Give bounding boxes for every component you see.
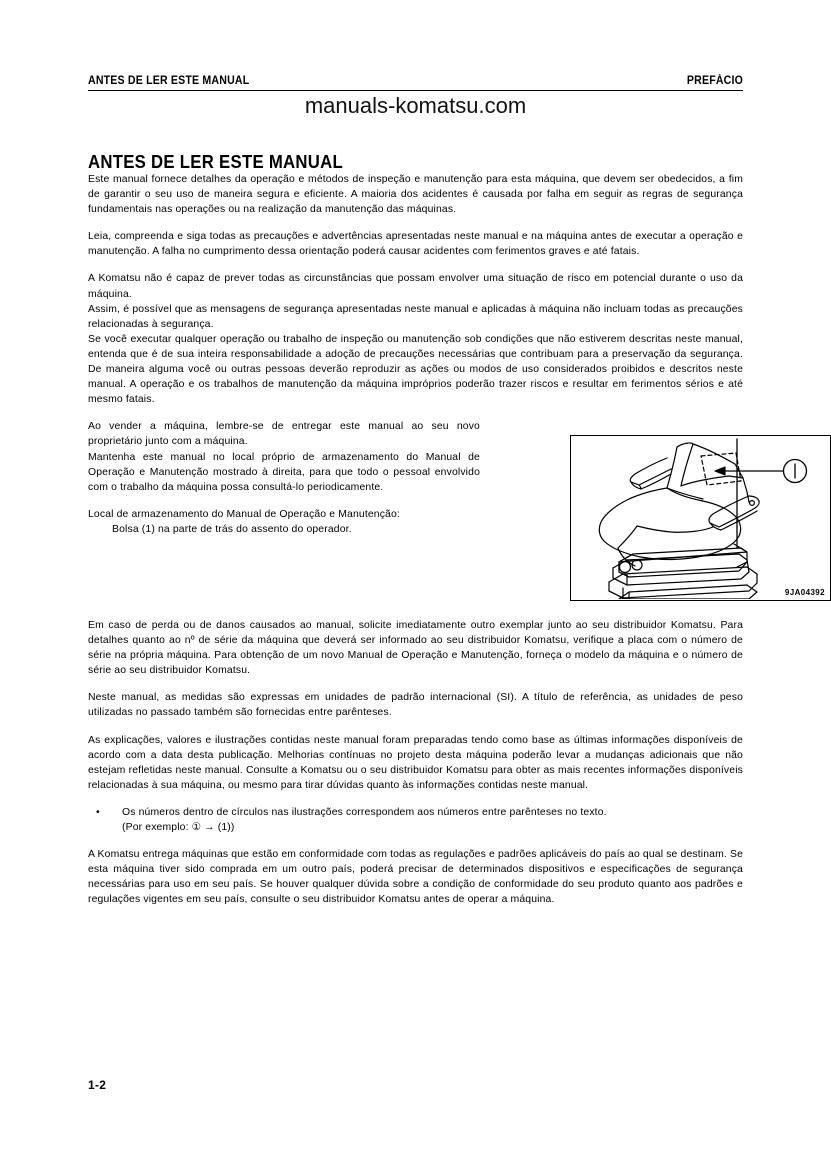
running-header-right: PREFÁCIO bbox=[686, 75, 743, 87]
running-header bbox=[88, 75, 743, 91]
paragraph-8: As explicações, valores e ilustrações contidas neste manual foram preparadas tendo como base as últimas informações disponíveis de acordo com a data desta publicação. Melhorias contínuas no projeto desta máquina poderão levar a mudanças adicionais que não estejam refletidas neste manual. Consulte a Komatsu ou o seu distribuidor Komatsu para obter as mais recentes informações disponíveis relacionadas à sua máquina, ou mesmo para tirar dúvidas quanto às informações contidas neste manual. bbox=[88, 734, 743, 791]
page-content bbox=[88, 0, 825, 1160]
storage-location-item bbox=[88, 522, 480, 537]
seat-illustration-figure bbox=[570, 435, 831, 601]
paragraph-4a: Ao vender a máquina, lembre-se de entregar este manual ao seu novo proprietário junto com a máquina. bbox=[88, 421, 480, 448]
bullet-item-text bbox=[122, 805, 743, 835]
paragraph-4b: Mantenha este manual no local próprio de armazenamento do Manual de Operação e Manutenção mostrado à direita, para que todo o pessoal envolvido com o trabalho da máquina possa consultá-lo periodicamente. bbox=[88, 451, 480, 493]
running-header-left: ANTES DE LER ESTE MANUAL bbox=[88, 75, 250, 87]
figure-id-label: 9JA04392 bbox=[784, 588, 825, 597]
paragraph-9: A Komatsu entrega máquinas que estão em conformidade com todas as regulações e padrões aplicáveis do país ao qual se destinam. Se esta máquina tiver sido comprada em um outro país, poderá precisar de determinados dispositivos e especificações de segurança necessárias para uso em seu país. Se houver qualquer dúvida sobre a condição de conformidade do seu produto quanto aos padrões e regulações vigentes em seu país, consulte o seu distribuidor Komatsu antes de operar a máquina. bbox=[88, 849, 743, 906]
paragraph-3b: Assim, é possível que as mensagens de segurança apresentadas neste manual e aplicadas à máquina não incluam todas as precauções relacionadas à segurança. bbox=[88, 303, 743, 330]
operator-seat-drawing bbox=[571, 436, 829, 599]
paragraph-6: Em caso de perda ou de danos causados ao manual, solicite imediatamente outro exemplar junto ao seu distribuidor Komatsu. Para detalhes quanto ao nº de série da máquina que deverá ser informado ao seu distribuidor Komatsu, verifique a placa com o número de série na própria máquina. Para obtenção de um novo Manual de Operação e Manutenção, forneça o modelo da máquina e o número de série ao seu distribuidor Komatsu. bbox=[88, 620, 743, 677]
paragraph-2: Leia, compreenda e siga todas as precauções e advertências apresentadas neste manual e na máquina antes de executar a operação e manutenção. A falha no cumprimento dessa orientação poderá causar acidentes com ferimentos graves e até fatais. bbox=[88, 231, 743, 258]
bullet-line-1: Os números dentro de círculos nas ilustrações correspondem aos números entre parênteses no texto. bbox=[122, 806, 607, 818]
paragraph-3a: A Komatsu não é capaz de prever todas as circunstâncias que possam envolver uma situação de risco em potencial durante o uso da máquina. bbox=[88, 273, 743, 300]
storage-location-label: Local de armazenamento do Manual de Operação e Manutenção: bbox=[88, 508, 400, 520]
section-title: ANTES DE LER ESTE MANUAL bbox=[88, 152, 344, 173]
bullet-marker-icon: • bbox=[96, 806, 100, 818]
bullet-item bbox=[88, 805, 743, 835]
watermark-text: manuals-komatsu.com bbox=[304, 93, 527, 118]
body-text-lower bbox=[88, 618, 743, 908]
bullet-line-2: (Por exemplo: ① → (1)) bbox=[122, 822, 235, 834]
page-number: 1-2 bbox=[88, 1078, 107, 1092]
storage-location-item-text: Bolsa (1) na parte de trás do assento do operador. bbox=[112, 523, 352, 535]
paragraph-7: Neste manual, as medidas são expressas em unidades de padrão internacional (SI). A título de referência, as unidades de peso utilizadas no passado também são fornecidas entre parênteses. bbox=[88, 692, 743, 719]
paragraph-3c: Se você executar qualquer operação ou trabalho de inspeção ou manutenção sob condições que não estiverem descritas neste manual, entenda que é de sua inteira responsabilidade a adoção de precauções necessárias que contribuam para a preservação da segurança. De maneira alguma você ou outras pessoas deverão reproduzir as ações ou modos de uso considerados proibidos e descritos neste manual. A operação e os trabalhos de manutenção da máquina impróprios poderão trazer riscos e resultar em ferimentos sérios e até mesmo fatais. bbox=[88, 333, 743, 406]
paragraph-1: Este manual fornece detalhes da operação e métodos de inspeção e manutenção para esta máquina, que devem ser obedecidos, a fim de garantir o seu uso de maneira segura e eficiente. A maioria dos acidentes é causada por falha em seguir as regras de segurança fundamentais nas operações ou na realização da manutenção das máquinas. bbox=[88, 174, 743, 216]
